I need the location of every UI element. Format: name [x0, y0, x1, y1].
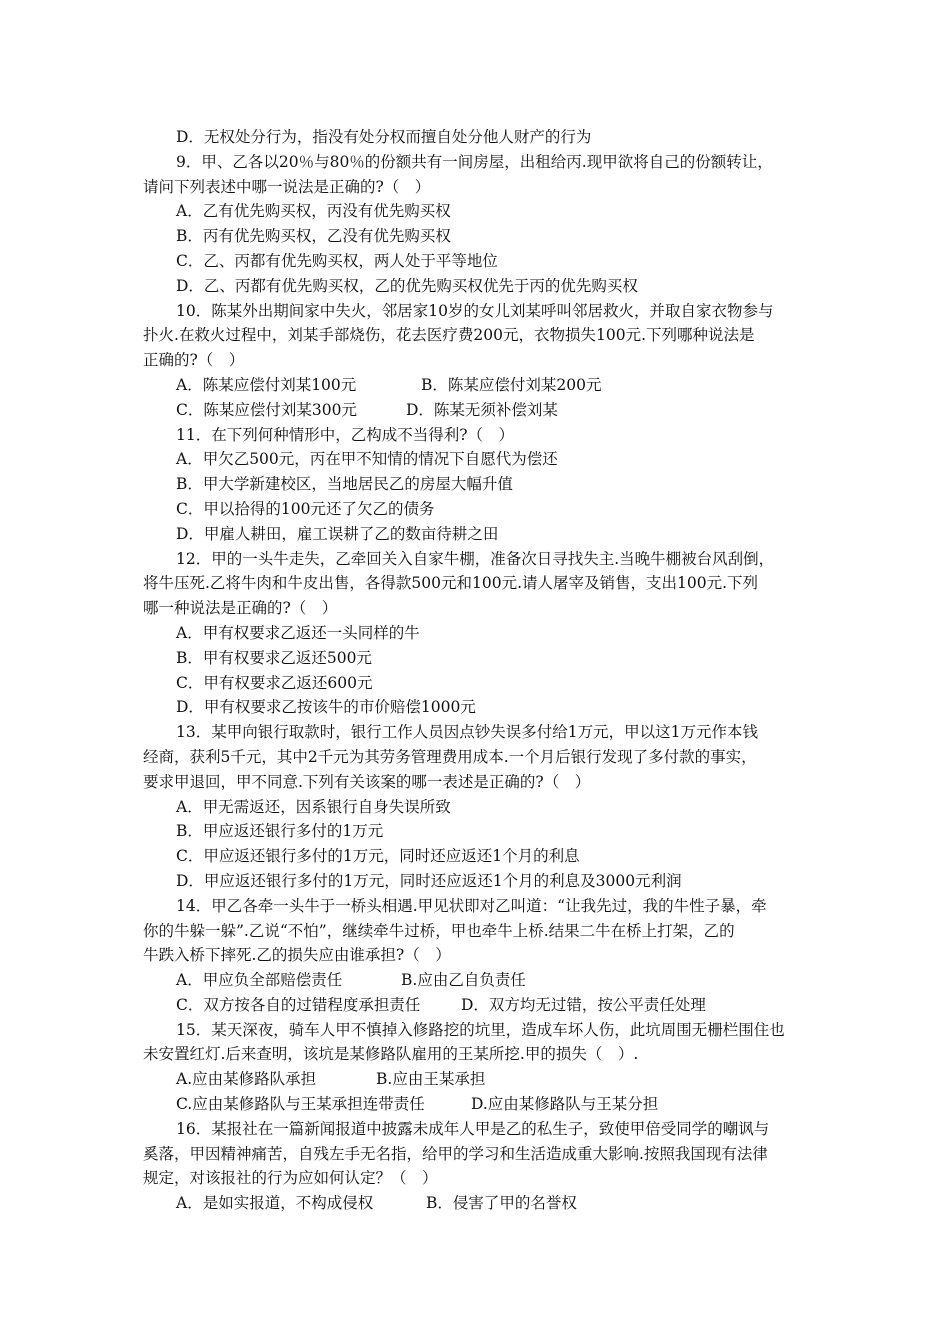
q10-stem: 10．陈某外出期间家中失火，邻居家10岁的女儿刘某呼叫邻居救火，并取自家衣物参与	[176, 301, 774, 320]
q12-stem: 12．甲的一头牛走失，乙牵回关入自家牛棚，准备次日寻找失主.当晚牛棚被台风刮倒，	[176, 549, 775, 568]
q12-option-b: B．甲有权要求乙返还500元	[176, 648, 372, 667]
q14-option-d: D．双方均无过错，按公平责任处理	[461, 995, 706, 1014]
q10-option-b: B．陈某应偿付刘某200元	[421, 375, 602, 394]
q14-option-c: C．双方按各自的过错程度承担责任	[176, 995, 421, 1014]
q14-option-b: B.应由乙自负责任	[401, 971, 526, 990]
q16-stem-cont: 奚落，甲因精神痛苦，自残左手无名指，给甲的学习和生活造成重大影响.按照我国现有法律	[143, 1144, 768, 1163]
q15-options-ab	[143, 1067, 808, 1092]
q13-stem: 13．某甲向银行取款时，银行工作人员因点钞失误多付给1万元，甲以这1万元作本钱	[176, 723, 758, 742]
q11-stem: 11．在下列何种情形中，乙构成不当得利?（ ）	[176, 425, 515, 444]
q11-option-d: D．甲雇人耕田，雇工误耕了乙的数亩待耕之田	[176, 524, 499, 543]
q16-stem-cont: 规定，对该报社的行为应如何认定？（ ）	[143, 1169, 438, 1188]
q10-option-c: C．陈某应偿付刘某300元	[176, 400, 357, 419]
q13-option-a: A．甲无需返还，因系银行自身失误所致	[176, 797, 451, 816]
q13-option-b: B．甲应返还银行多付的1万元	[176, 822, 384, 841]
q10-option-a: A．陈某应偿付刘某100元	[176, 375, 357, 394]
q12-option-d: D．甲有权要求乙按该牛的市价赔偿1000元	[176, 698, 476, 717]
q10-stem-cont: 正确的?（ ）	[143, 351, 245, 370]
q9-option-a: A．乙有优先购买权，丙没有优先购买权	[176, 202, 451, 221]
q15-option-c: C.应由某修路队与王某承担连带责任	[176, 1095, 425, 1114]
q13-stem-cont: 经商，获利5千元，其中2千元为其劳务管理费用成本.一个月后银行发现了多付款的事实，	[143, 747, 757, 766]
q12-option-c: C．甲有权要求乙返还600元	[176, 673, 373, 692]
question-list	[143, 125, 808, 1216]
q15-stem-cont: 未安置红灯.后来查明，该坑是某修路队雇用的王某所挖.甲的损失（ ）.	[143, 1045, 639, 1064]
q9-option-c: C．乙、丙都有优先购买权，两人处于平等地位	[176, 251, 498, 270]
q9-stem: 9．甲、乙各以20％与80％的份额共有一间房屋，出租给丙.现甲欲将自己的份额转让，	[176, 152, 773, 171]
q15-option-a: A.应由某修路队承担	[176, 1070, 317, 1089]
q11-option-c: C．甲以拾得的100元还了欠乙的债务	[176, 499, 435, 518]
q14-stem-cont: 你的牛躲一躲”.乙说“不怕”，继续牵牛过桥，甲也牵牛上桥.结果二牛在桥上打架，乙的	[143, 921, 735, 940]
q9-stem-cont: 请问下列表述中哪一说法是正确的?（ ）	[143, 177, 431, 196]
q16-stem: 16．某报社在一篇新闻报道中披露未成年人甲是乙的私生子，致使甲倍受同学的嘲讽与	[176, 1119, 770, 1138]
q15-stem: 15．某天深夜，骑车人甲不慎掉入修路挖的坑里，造成车坏人伤，此坑周围无栅栏围住也	[176, 1020, 785, 1039]
q10-stem-cont: 扑火.在救火过程中，刘某手部烧伤，花去医疗费200元，衣物损失100元.下列哪种说法是	[143, 326, 755, 345]
q16-option-a: A．是如实报道，不构成侵权	[176, 1194, 374, 1213]
q13-option-c: C．甲应返还银行多付的1万元，同时还应返还1个月的利息	[176, 847, 580, 866]
q8-option-d: D．无权处分行为，指没有处分权而擅自处分他人财产的行为	[176, 128, 592, 146]
q12-stem-cont: 哪一种说法是正确的?（ ）	[143, 599, 338, 618]
q15-option-b: B.应由王某承担	[376, 1070, 486, 1089]
q14-options-cd	[143, 993, 808, 1018]
q12-option-a: A．甲有权要求乙返还一头同样的牛	[176, 623, 420, 642]
q9-option-b: B．丙有优先购买权，乙没有优先购买权	[176, 227, 451, 246]
q16-options-ab	[143, 1191, 808, 1216]
q14-stem-cont: 牛跌入桥下摔死.乙的损失应由谁承担?（ ）	[143, 946, 451, 965]
q13-option-d: D．甲应返还银行多付的1万元，同时还应返还1个月的利息及3000元利润	[176, 871, 682, 890]
q11-option-a: A．甲欠乙500元，丙在甲不知情的情况下自愿代为偿还	[176, 450, 558, 469]
q10-option-d: D．陈某无须补偿刘某	[406, 400, 558, 419]
q15-options-cd	[143, 1092, 808, 1117]
q16-option-b: B．侵害了甲的名誉权	[426, 1194, 577, 1213]
q14-options-ab	[143, 968, 808, 993]
q14-stem: 14．甲乙各牵一头牛于一桥头相遇.甲见状即对乙叫道：“让我先过，我的牛性子暴，牵	[176, 896, 767, 915]
q11-option-b: B．甲大学新建校区，当地居民乙的房屋大幅升值	[176, 475, 513, 494]
q10-options-ab	[143, 373, 808, 398]
q9-option-d: D．乙、丙都有优先购买权，乙的优先购买权优先于丙的优先购买权	[176, 276, 638, 295]
q15-option-d: D.应由某修路队与王某分担	[471, 1095, 659, 1114]
q10-options-cd	[143, 398, 808, 423]
q14-option-a: A．甲应负全部赔偿责任	[176, 971, 343, 990]
q13-stem-cont: 要求甲退回，甲不同意.下列有关该案的哪一表述是正确的?（ ）	[143, 772, 591, 791]
q12-stem-cont: 将牛压死.乙将牛肉和牛皮出售，各得款500元和100元.请人屠宰及销售，支出100元.下列	[143, 574, 759, 593]
